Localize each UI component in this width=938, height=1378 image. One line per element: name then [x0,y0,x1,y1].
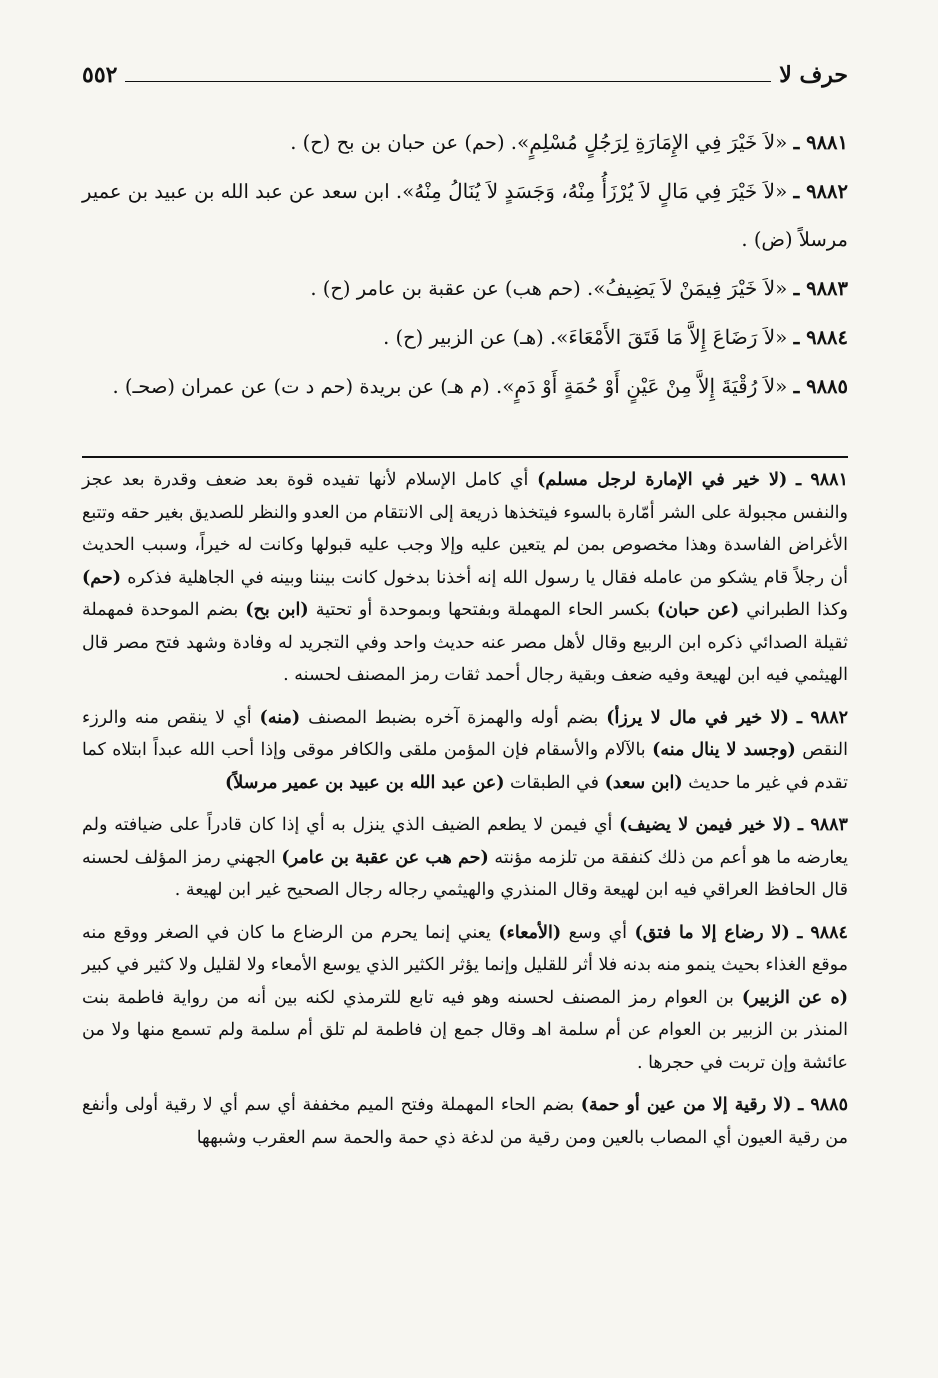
chapter-title: حرف لا [779,62,848,88]
commentary-note [82,702,848,800]
hadith-source: . ابن سعد عن عبد الله بن عبيد بن عمير مرسلاً (ض) . [82,180,848,251]
note-text: بالآلام والأسقام فإن المؤمن ملقى والكافر موقى وإذا أحب الله عبداً ابتلاه كما تقدم في غير ما حديث [82,740,848,793]
note-number: ٩٨٨٥ ـ [798,1095,848,1115]
note-text: بن العوام رمز المصنف لحسنه وهو فيه تابع للترمذي لكنه بين أنه من رواية فاطمة بنت المنذر بن الزبير بن العوام عن أم سلمة اهـ وقال جمع إن فاطمة لم تلق أم سلمة ولم تسمع منها ولا من عائشة وإن تربت في حجرها . [82,987,848,1073]
quoted-phrase: (لا خير في الإمارة لرجل مسلم) [537,470,788,490]
hadith-entry [82,167,848,264]
commentary-note [82,809,848,907]
hadith-number: ٩٨٨٥ ـ [793,375,848,398]
commentary-note [82,1089,848,1154]
hadith-number: ٩٨٨٣ ـ [793,277,848,300]
quoted-phrase: (لا رقية إلا من عين أو حمة) [580,1095,792,1115]
hadith-entry [82,118,848,167]
quoted-phrase: (حم هب عن عقبة بن عامر) [281,847,489,868]
hadith-entry [82,313,848,362]
note-text: بضم الحاء المهملة وفتح الميم مخففة أي سم أي لا رقية أولى وأنفع من رقية العيون أي المصاب بالعين ومن رقية من لدغة ذي حمة والحمة سم العقرب وشبهها [82,1095,848,1148]
page-header [82,60,848,90]
hadith-source: . (حم) عن حبان بن بح (ح) . [290,131,517,154]
hadith-number: ٩٨٨٤ ـ [793,326,848,349]
hadith-entry [82,264,848,313]
quoted-phrase: (لا خير فيمن لا يضيف) [619,815,792,835]
commentary-section [82,464,848,1164]
commentary-note [82,464,848,692]
commentary-separator [82,456,848,458]
note-text: أي لا ينقص منه والرزء النقص [82,707,848,760]
hadith-text: «لاَ رُقْيَةَ إِلاَّ مِنْ عَيْنٍ أَوْ حُمَةٍ أَوْ دَمٍ» [502,374,788,398]
quoted-phrase: (وجسد لا ينال منه) [652,740,796,760]
hadith-text: «لاَ خَيْرَ فِي مَالٍ لاَ يُرْزَأُ مِنْهُ، وَجَسَدٍ لاَ يُنَالُ مِنْهُ» [402,179,788,203]
note-text: بضم أوله والهمزة آخره بضبط المصنف [300,707,607,728]
note-text: بكسر الحاء المهملة وبفتحها وبموحدة أو تحتية [308,600,657,620]
page-number: ٥٥٢ [82,62,118,88]
hadith-number: ٩٨٨١ ـ [793,131,848,154]
quoted-phrase: (ه عن الزبير) [741,987,848,1008]
quoted-phrase: (لا خير في مال لا يرزأ) [606,707,789,728]
hadith-list [82,118,848,411]
note-text: بضم الموحدة فمهملة ثقيلة الصدائي ذكره ابن الربيع وقال لأهل مصر عنه حديث واحد وفي التجريد له وفادة وشهد فتح مصر قال الهيثمي فيه ابن لهيعة وفيه ضعف وبقية رجال أحمد ثقات رمز المصنف لحسنه . [82,600,848,685]
note-text: أي كامل الإسلام لأنها تفيده قوة بعد ضعف وقدرة بعد عجز والنفس مجبولة على الشر أمّارة بالسوء فيتخذها ذريعة إلى الانتقام من العدو والنظر للصديق بغير حقه وتتبع الأغراض الفاسدة وهذا مخصوص بمن لم يتعين عليه وإلا وجب عليه قبولها وكانت له خيراً، وسبب الحديث أن رجلاً قام يشكو من عامله فقال يا رسول الله إنه أخذنا بدخول كانت بيننا وبينه في الجاهلية فذكره [82,470,848,588]
note-text: يعني إنما يحرم من الرضاع ما كان في الصغر ووقع منه موقع الغذاء بحيث ينمو منه بدنه فلا أثر للقليل وإنما يؤثر الكثير الذي يوسع الأمعاء ولا لقليل ولا كثير في كبير [82,922,848,975]
note-text: الجهني رمز المؤلف لحسنه قال الحافظ العراقي فيه ابن لهيعة وقال المنذري والهيثمي رجاله رجال الصحيح غير ابن لهيعة . [82,847,848,900]
quoted-phrase: (منه) [259,707,301,728]
quoted-phrase: (ابن بح) [245,600,309,620]
hadith-entry [82,362,848,411]
note-text: في الطبقات [504,772,605,793]
note-text: أي فيمن لا يطعم الضيف الذي ينزل به أي إذا كان قادراً على ضيافته ولم يعارضه ما هو أعم من ذلك كنفقة من تلزمه مؤنته [82,815,848,868]
header-rule [125,81,771,82]
hadith-source: . (م هـ) عن بريدة (حم د ت) عن عمران (صحـ) . [112,375,503,398]
note-text: أي وسع [561,922,635,943]
quoted-phrase: (عن عبد الله بن عبيد بن عمير مرسلاً) [225,772,505,793]
note-number: ٩٨٨٢ ـ [796,707,849,728]
hadith-text: «لاَ خَيْرَ فِيمَنْ لاَ يَضِيفُ» [593,276,788,300]
quoted-phrase: (عن حبان) [657,600,740,620]
note-number: ٩٨٨٤ ـ [797,922,848,943]
note-number: ٩٨٨١ ـ [796,470,848,490]
note-number: ٩٨٨٣ ـ [797,815,848,835]
commentary-note [82,917,848,1080]
quoted-phrase: (الأمعاء) [498,922,562,943]
hadith-number: ٩٨٨٢ ـ [793,180,848,203]
hadith-text: «لاَ خَيْرَ فِي الإِمَارَةِ لِرَجُلٍ مُسْلِمٍ» [517,130,788,154]
hadith-text: «لاَ رَضَاعَ إِلاَّ مَا فَتَقَ الأَمْعَاءَ» [556,325,788,349]
hadith-source: . (حم هب) عن عقبة بن عامر (ح) . [310,277,594,300]
note-text: وكذا الطبراني [739,600,848,620]
hadith-source: . (هـ) عن الزبير (ح) . [383,326,557,349]
quoted-phrase: (ابن سعد) [604,772,683,793]
quoted-phrase: (حم) [82,567,122,588]
quoted-phrase: (لا رضاع إلا ما فتق) [634,922,790,943]
